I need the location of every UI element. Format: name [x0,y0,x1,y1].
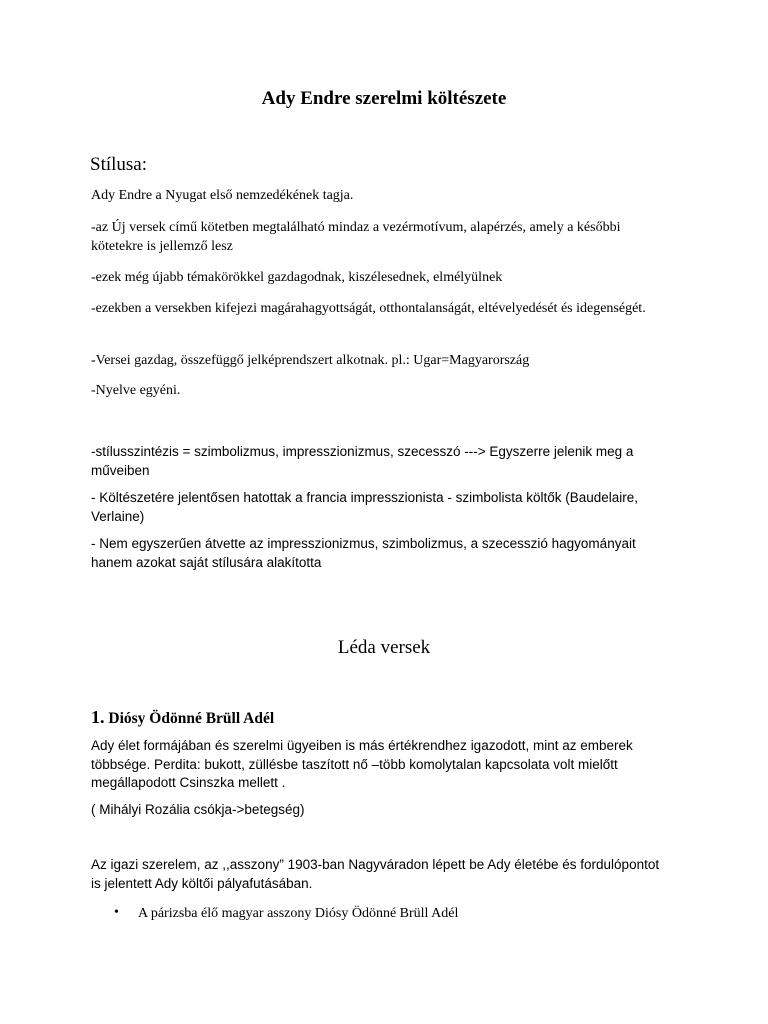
paragraph: Az igazi szerelem, az ,,asszony” 1903-ban Nagyváradon lépett be Ady életébe és fordulópontot is jelentett Ady költői pályafutásában. [91,857,660,891]
section-heading-leda-versek: Léda versek [337,637,431,658]
subsection-heading [91,707,274,728]
paragraph: -Nyelve egyéni. [91,383,181,398]
paragraph: Ady élet formájában és szerelmi ügyeiben is más értékrendhez igazodott, mint az emberek többsége. Perdita: bukott, züllésbe taszított nő –több komolytalan kapcsolata volt mielőtt megállapodott Csinszka mellett . [91,738,633,790]
paragraph: - Nem egyszerűen átvette az impresszionizmus, szimbolizmus, a szecesszió hagyományait hanem azokat saját stílusára alakította [91,536,636,570]
paragraph: Ady Endre a Nyugat első nemzedékének tagja. [91,188,354,203]
subsection-number: 1. [91,707,105,727]
paragraph: -ezekben a versekben kifejezi magárahagyottságát, otthontalanságát, eltévelyedését és idegenségét. [91,301,646,316]
paragraph: ( Mihályi Rozália csókja->betegség) [91,802,305,817]
bullet-icon: • [114,905,119,920]
paragraph: -stílusszintézis = szimbolizmus, impresszionizmus, szecesszó ---> Egyszerre jelenik meg a műveiben [91,444,634,478]
subsection-title: Diósy Ödönné Brüll Adél [108,710,275,727]
paragraph: -Versei gazdag, összefüggő jelképrendszert alkotnak. pl.: Ugar=Magyarország [91,353,530,368]
paragraph: -az Új versek című kötetben megtalálható mindaz a vezérmotívum, alapérzés, amely a későbbi kötetekre is jellemző lesz [91,220,621,254]
paragraph: -ezek még újabb témakörökkel gazdagodnak, kiszélesednek, elmélyülnek [91,270,503,285]
paragraph: - Költészetére jelentősen hatottak a francia impresszionista - szimbolista költők (Baudelaire, Verlaine) [91,490,639,524]
section-heading-stilusa: Stílusa: [90,154,148,175]
list-item: A párizsba élő magyar asszony Diósy Ödönné Brüll Adél [138,906,459,921]
document-title: Ady Endre szerelmi költészete [261,88,507,109]
